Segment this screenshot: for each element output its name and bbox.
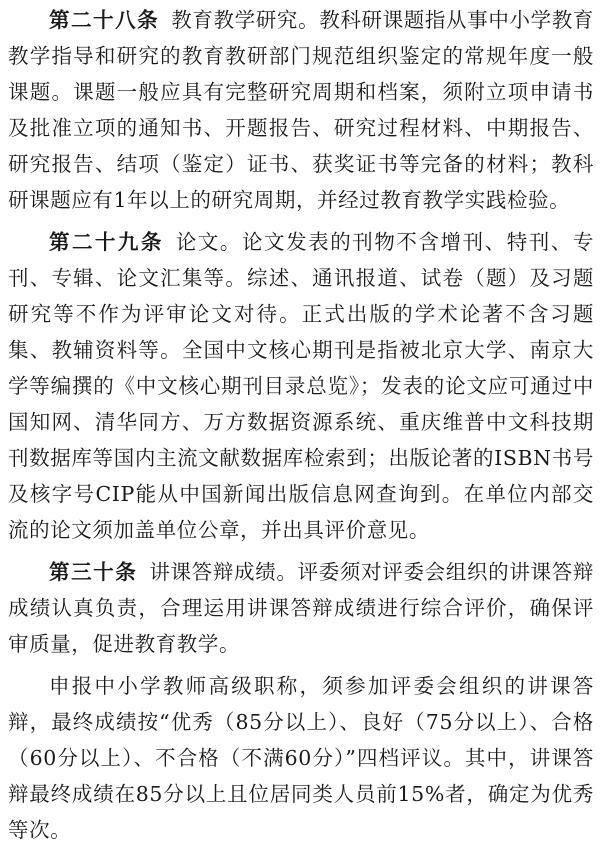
article-28 bbox=[8, 2, 594, 218]
article-29 bbox=[8, 224, 594, 548]
article-29-text: 论文。论文发表的刊物不含增刊、特刊、专刊、专辑、论文汇集等。综述、通讯报道、试卷（题）及习题研究等不作为评审论文对待。正式出版的学术论著不含习题集、教辅资料等。全国中文核心期刊是指被北京大学、南京大学等编撰的《中文核心期刊目录总览》；发表的论文应可通过中国知网、清华同方、万方数据资源系统、重庆维普中文科技期刊数据库等国内主流文献数据库检索到；出版论著的ISBN书号及核字号CIP能从中国新闻出版信息网查询到。在单位内部交流的论文须加盖单位公章，并出具评价意见。 bbox=[8, 230, 595, 542]
article-30 bbox=[8, 554, 594, 662]
article-28-text: 教育教学研究。教科研课题指从事中小学教育教学指导和研究的教育教研部门规范组织鉴定的常规年度一般课题。课题一般应具有完整研究周期和档案，须附立项申请书及批准立项的通知书、开题报告、研究过程材料、中期报告、研究报告、结项（鉴定）证书、获奖证书等完备的材料；教科研课题应有1年以上的研究周期，并经过教育教学实践检验。 bbox=[8, 8, 595, 212]
document-page bbox=[8, 2, 594, 854]
article-29-label: 第二十九条 bbox=[49, 230, 164, 254]
article-30-label: 第三十条 bbox=[49, 560, 138, 584]
closing-paragraph: 申报中小学教师高级职称，须参加评委会组织的讲课答辩，最终成绩按“优秀（85分以上）、良好（75分以上）、合格（60分以上）、不合格（不满60分）”四档评议。其中，讲课答辩最终成绩在85分以上且位居同类人员前15%者，确定为优秀等次。 bbox=[8, 674, 594, 842]
article-28-label: 第二十八条 bbox=[49, 8, 160, 32]
article-30-text: 讲课答辩成绩。评委须对评委会组织的讲课答辩成绩认真负责，合理运用讲课答辩成绩进行综合评价，确保评审质量，促进教育教学。 bbox=[8, 560, 595, 656]
